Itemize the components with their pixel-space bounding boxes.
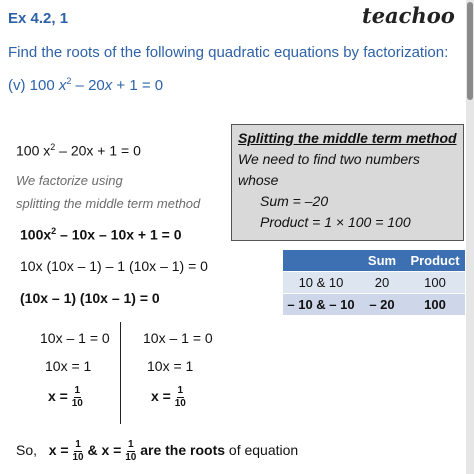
table-cell: 100	[405, 272, 465, 294]
question-equation: (v) 100 $x^2 - 20x + 1 = 0$	[8, 76, 164, 94]
question-text: Find the roots of the following quadratic equations by factorization:	[8, 44, 449, 61]
table-row	[283, 294, 465, 316]
table-cell: 10 & 10	[283, 272, 359, 294]
column-divider	[120, 322, 121, 424]
step-group: 10x (10x – 1) – 1 (10x – 1) = 0	[20, 258, 208, 274]
table-cell: 20	[359, 272, 405, 294]
table-header-row	[283, 250, 465, 272]
table-cell: – 20	[359, 294, 405, 316]
method-box-sum: Sum = –20	[260, 193, 329, 209]
left-root-eq1: 10x – 1 = 0	[40, 330, 110, 346]
method-box-product: Product = 1 × 100 = 100	[260, 214, 411, 230]
exercise-label: Ex 4.2, 1	[8, 10, 69, 27]
table-header-cell: Product	[405, 250, 465, 272]
step-factored: (10x – 1) (10x – 1) = 0	[20, 290, 160, 306]
right-root-eq2: 10x = 1	[147, 358, 194, 374]
table-cell: – 10 & – 10	[283, 294, 359, 316]
fraction: $\frac{1}{10}$	[71, 385, 83, 409]
fraction: $\frac{1}{10}$	[174, 385, 186, 409]
vertical-scrollbar[interactable]	[466, 0, 474, 474]
table-row	[283, 272, 465, 294]
brand-logo: teachoo	[362, 3, 455, 28]
given-equation: 100 $x^2 - 20x + 1 = 0$	[16, 142, 141, 159]
fraction: $\frac{1}{10}$	[125, 439, 137, 463]
step-split: $100x^2 - 10x - 10x + 1 = 0$	[20, 226, 182, 243]
method-box-title: Splitting the middle term method	[238, 130, 457, 146]
table-cell: 100	[405, 294, 465, 316]
method-note-line1: We factorize using	[16, 173, 123, 188]
fraction: $\frac{1}{10}$	[72, 439, 84, 463]
left-root-solution: x = $\frac{1}{10}$	[48, 385, 83, 409]
left-root-eq2: 10x = 1	[45, 358, 92, 374]
right-root-solution: x = $\frac{1}{10}$	[151, 385, 186, 409]
table-header-cell	[283, 250, 359, 272]
splitting-method-box	[231, 124, 464, 241]
table-header-cell: Sum	[359, 250, 405, 272]
method-box-line2: whose	[238, 172, 279, 188]
scrollbar-thumb[interactable]	[467, 2, 473, 100]
method-box-line1: We need to find two numbers	[238, 151, 420, 167]
conclusion-line: So, x = $\frac{1}{10}$ & x = $\frac{1}{10}$ are the roots of equation	[16, 439, 299, 463]
right-root-eq1: 10x – 1 = 0	[143, 330, 213, 346]
sum-product-table	[283, 250, 465, 316]
method-note-line2: splitting the middle term method	[16, 196, 201, 211]
